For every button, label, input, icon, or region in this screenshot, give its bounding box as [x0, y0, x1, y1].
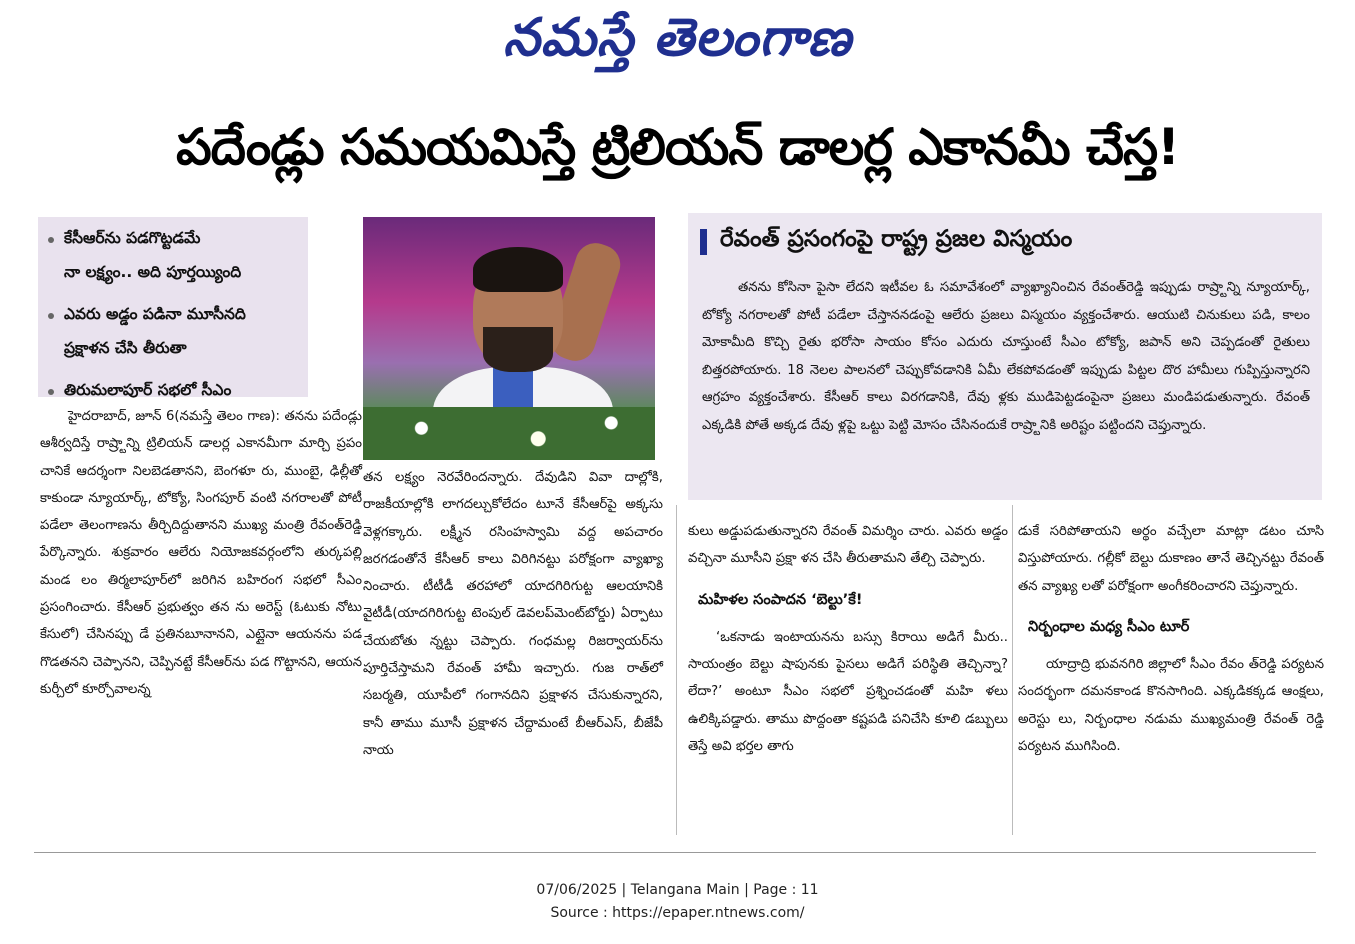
photo-flowers — [363, 407, 655, 460]
speaker-photo — [363, 217, 655, 460]
highlight-item — [38, 217, 308, 293]
photo-hair — [473, 247, 563, 292]
subheading: మహిళల సంపాదన ‘బెల్టు’కే! — [698, 591, 863, 608]
footer-rule — [34, 852, 1316, 853]
photo-beard — [483, 327, 553, 372]
article-column-3 — [688, 518, 1008, 760]
highlight-line: కేసీఆర్‌ను పడగొట్టడమే — [64, 229, 201, 247]
column-paragraph: యాద్రాద్రి భువనగిరి జిల్లాలో సీఎం రేవం త్‌రెడ్డి పర్యటన సందర్భంగా దమనకాండ కొనసాగింది. ఎక్కడికక్కడ ఆంక్షలు, అరెస్టు లు, నిర్బంధాల నడుమ ముఖ్యమంత్రి రేవంత్ రెడ్డి పర్యటన ముగిసింది. — [1018, 657, 1324, 755]
article-column-4 — [1018, 518, 1324, 760]
side-story-title: రేవంత్ ప్రసంగంపై రాష్ట్ర ప్రజల విస్మయం — [700, 226, 1320, 258]
footer-date-line: 07/06/2025 | Telangana Main | Page : 11 — [536, 882, 819, 898]
highlight-item — [38, 293, 308, 369]
footer-source-line: Source : https://epaper.ntnews.com/ — [550, 905, 805, 921]
highlight-line: నా లక్ష్యం.. అది పూర్తయ్యింది — [64, 263, 242, 281]
highlights-box — [38, 217, 308, 397]
article-column-1: హైదరాబాద్, జూన్ 6(నమస్తే తెలం గాణ): తనను పదేండ్లు ఆశీర్వదిస్తే రాష్ర్టాన్ని ట్రిలియన్ డాలర్ల ఎకానమీగా మార్చి ప్రపం చానికే ఆదర్శంగా నిలబెడతానని, బెంగళూ రు, ముంబై, ఢిల్లీతో కాకుండా న్యూయార్క్, టోక్యో, సింగపూర్ వంటి నగరాలతో పోటీ పడేలా తెలంగాణను తీర్చిదిద్దుతానని ముఖ్య మంత్రి రేవంత్‌రెడ్డి పేర్కొన్నారు. శుక్రవారం ఆలేరు నియోజకవర్గంలోని తుర్కపల్లి మండ లం తిర్మలాపూర్‌లో జరిగిన బహిరంగ సభలో సీఎం ప్రసంగించారు. కేసీఆర్ ప్రభుత్వం తన ను అరెస్ట్ (ఓటుకు నోటు కేసులో) చేసినప్పు డే ప్రతినబూనానని, ఎట్లైనా ఆయనను పడ గొడతనని చెప్పానని, చెప్పినట్టే కేసీఆర్‌ను పడ గొట్టానని, ఆయన కుర్చీలో కూర్చోవాలన్న — [40, 409, 362, 697]
highlight-line: తిరుమలాపూర్ సభలో సీఎం — [64, 381, 232, 399]
highlight-line: ఎవరు అడ్డం పడినా మూసీనది — [64, 305, 246, 323]
article-column-2: తన లక్ష్యం నెరవేరిందన్నారు. దేవుడిని వివా దాల్లోకి, రాజకీయాల్లోకి లాగదల్చుకోలేదం టూనే కేసీఆర్‌పై అక్కసు వెళ్లగక్కారు. లక్ష్మీన రసింహస్వామి వద్ద అపచారం జరగడంతోనే కేసీఆర్ కాలు విరిగినట్టు పరోక్షంగా వ్యాఖ్యా నించారు. టీటీడీ తరహాలో యాదగిరిగుట్ట ఆలయానికి వైటీడీ(యాదగిరిగుట్ట టెంపుల్ డెవలప్‌మెంట్‌బోర్డు) ఏర్పాటు చేయబోతు న్నట్టు చెప్పారు. గంధమల్ల రిజర్వాయర్‌ను పూర్తిచేస్తామని రేవంత్ హామీ ఇచ్చారు. గుజ రాత్‌లో సబర్మతి, యూపీలో గంగానదిని ప్రక్షాళన చేసుకున్నారని, కానీ తాము మూసీ ప్రక్షాళన చేద్దామంటే బీఆర్ఎస్, బీజేపీ నాయ — [363, 470, 663, 758]
column-paragraph: కులు అడ్డుపడుతున్నారని రేవంత్ విమర్శిం చారు. ఎవరు అడ్డం వచ్చినా మూసీని ప్రక్షా ళన చేసి తీరుతామని తేల్చి చెప్పారు. — [688, 524, 1008, 567]
subheading: నిర్బంధాల మధ్య సీఎం టూర్ — [1028, 618, 1190, 635]
page-headline: పదేండ్లు సమయమిస్తే ట్రిలియన్ డాలర్ల ఎకానమీ చేస్త! — [176, 118, 1179, 176]
column-paragraph: ‘ఒకనాడు ఇంటాయనను బస్సు కిరాయి అడిగే మీరు.. సాయంత్రం బెల్టు షాపునకు పైసలు అడిగే పరిస్థితి తెచ్చిన్నా? లేదా?’ అంటూ సీఎం సభలో ప్రశ్నించడంతో మహి ళలు ఉలిక్కిపడ్డారు. తాము పొద్దంతా కష్టపడి పనిచేసి కూలి డబ్బులు తెస్తే అవి భర్తల తాగు — [688, 629, 1008, 755]
column-divider — [676, 505, 677, 835]
masthead-logo: నమస్తే తెలంగాణ — [503, 8, 852, 68]
side-story-body: తనను కోసినా పైసా లేదని ఇటీవల ఓ సమావేశంలో వ్యాఖ్యానించిన రేవంత్‌రెడ్డి ఇప్పుడు రాష్ర్టాన్ని న్యూయార్క్, టోక్యో నగరాలతో పోటీ పడేలా చేస్తాననడంపై ఆలేరు ప్రజలు విస్మయం వ్యక్తంచేశారు. ఆయుటి చినుకులు పడి, కాలం మోకామీది కొచ్చి రైతు భరోసా సాయం కోసం ఎదురు చూస్తుంటే సీఎం టోక్యో, జపాన్ అని చెప్పడంతో రైతులు బిత్తరపోయారు. 18 నెలల పాలనలో చెప్పుకోవడానికి ఏమీ లేకపోవడంతో ఇప్పుడు పిట్టల దొర హామీలు గుప్పిస్తున్నారని ఆగ్రహం వ్యక్తంచేశారు. కేసీఆర్ కాలు విరగడానికి, దేవు ళ్లకు ముడిపెట్టడంపైనా ప్రజలు మండిపడుతున్నారు. రేవంత్ ఎక్కడికి పోతే అక్కడ దేవు ళ్లపై ఒట్టు పెట్టి మోసం చేసినందుకే రాష్ర్టానికి అరిష్టం పట్టిందని చెప్తున్నారు. — [702, 280, 1310, 433]
column-divider — [1012, 505, 1013, 835]
column-paragraph: డుకే సరిపోతాయని అర్థం వచ్చేలా మాట్లా డటం చూసి విస్తుపోయారు. గల్లీకో బెల్టు దుకాణం తానే తెచ్చినట్టు రేవంత్ తన వ్యాఖ్య లతో పరోక్షంగా అంగీకరించారని చెప్తున్నారు. — [1018, 524, 1324, 594]
highlight-line: ప్రక్షాళన చేసి తీరుతా — [64, 339, 187, 357]
